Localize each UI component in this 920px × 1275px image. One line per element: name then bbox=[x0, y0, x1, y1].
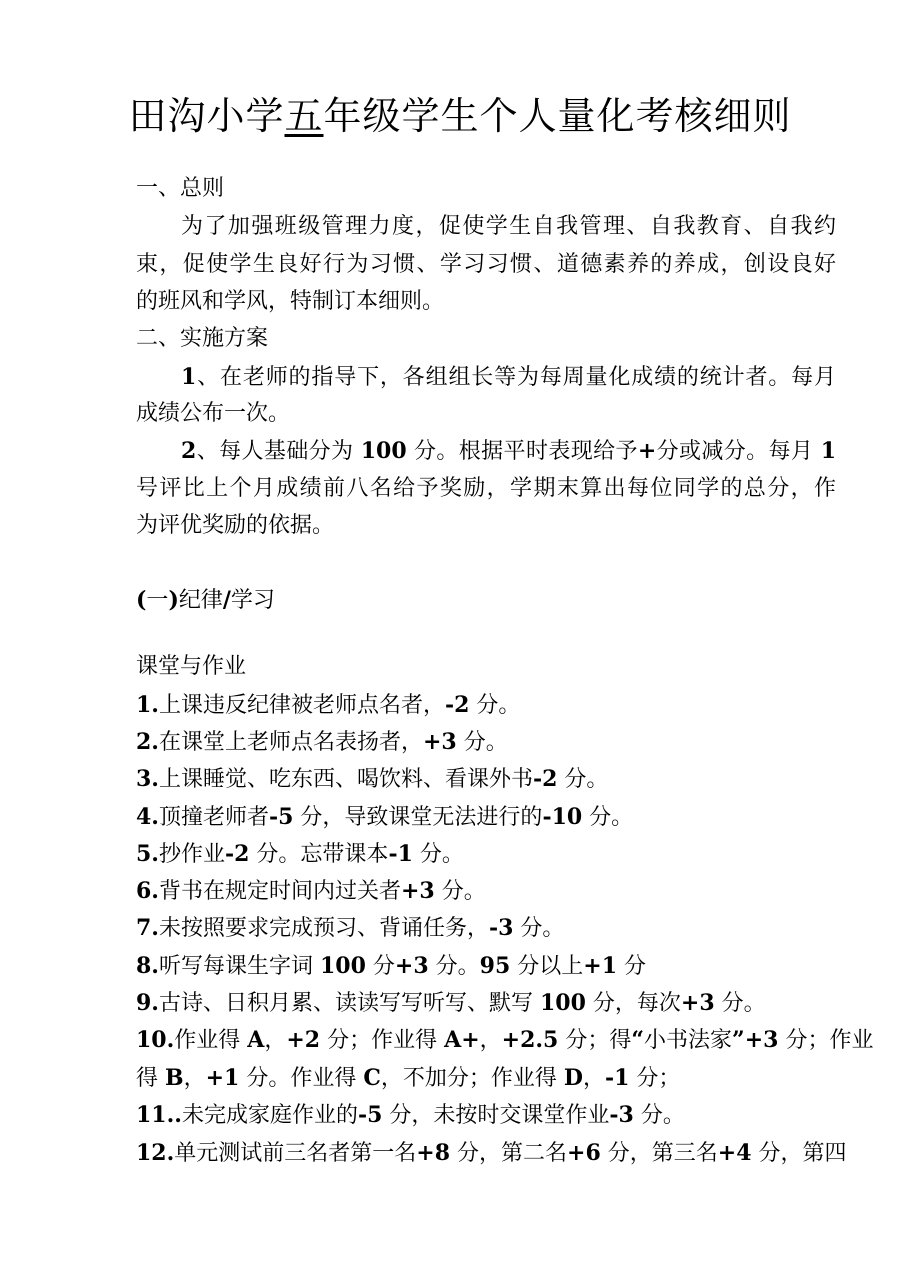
plan-item-1-line: 1、在老师的指导下，各组组长等为每周量化成绩的统计者。每月 bbox=[181, 364, 836, 390]
rule-item-continued: 得 B，+1 分。作业得 C，不加分；作业得 D，-1 分； bbox=[136, 1065, 681, 1091]
subsection-heading: (一)纪律/学习 bbox=[136, 587, 275, 613]
rule-item: 2.在课堂上老师点名表扬者，+3 分。 bbox=[136, 729, 508, 755]
rule-item: 9.古诗、日积月累、读读写写听写、默写 100 分，每次+3 分。 bbox=[136, 990, 766, 1016]
plan-item-2-line: 为评优奖励的依据。 bbox=[136, 513, 335, 538]
section-heading-plan: 二、实施方案 bbox=[136, 326, 269, 351]
rule-item: 4.顶撞老师者-5 分，导致课堂无法进行的-10 分。 bbox=[136, 804, 634, 830]
title-prefix: 田沟小学 bbox=[128, 94, 285, 138]
rule-item: 10.作业得 A，+2 分；作业得 A+，+2.5 分；得“小书法家”+3 分；作业 bbox=[136, 1027, 874, 1053]
rule-item: 6.背书在规定时间内过关者+3 分。 bbox=[136, 878, 486, 904]
plan-item-2-line: 2、每人基础分为 100 分。根据平时表现给予+分或减分。每月 1 bbox=[181, 438, 837, 464]
section-heading-general: 一、总则 bbox=[136, 176, 225, 201]
group-heading: 课堂与作业 bbox=[136, 654, 247, 679]
rule-item: 8.听写每课生字词 100 分+3 分。95 分以上+1 分 bbox=[136, 953, 647, 979]
title-grade-underlined: 五 bbox=[284, 94, 324, 138]
plan-item-1-line: 成绩公布一次。 bbox=[136, 401, 291, 426]
plan-item-2-line: 号评比上个月成绩前八名给予奖励，学期末算出每位同学的总分，作 bbox=[136, 476, 836, 501]
general-paragraph-line: 为了加强班级管理力度，促使学生自我管理、自我教育、自我约 bbox=[181, 214, 836, 239]
general-paragraph-line: 的班风和学风，特制订本细则。 bbox=[136, 289, 445, 314]
rule-item: 12.单元测试前三名者第一名+8 分，第二名+6 分，第三名+4 分，第四 bbox=[136, 1140, 847, 1166]
document-title bbox=[0, 90, 920, 142]
general-paragraph-line: 束，促使学生良好行为习惯、学习习惯、道德素养的养成，创设良好 bbox=[136, 252, 836, 277]
rule-item: 11..未完成家庭作业的-5 分，未按时交课堂作业-3 分。 bbox=[136, 1102, 685, 1128]
rule-item: 7.未按照要求完成预习、背诵任务，-3 分。 bbox=[136, 915, 565, 941]
rule-item: 5.抄作业-2 分。忘带课本-1 分。 bbox=[136, 841, 464, 867]
rule-item: 3.上课睡觉、吃东西、喝饮料、看课外书-2 分。 bbox=[136, 766, 609, 792]
title-suffix: 年级学生个人量化考核细则 bbox=[323, 94, 792, 138]
rule-item: 1.上课违反纪律被老师点名者，-2 分。 bbox=[136, 692, 521, 718]
